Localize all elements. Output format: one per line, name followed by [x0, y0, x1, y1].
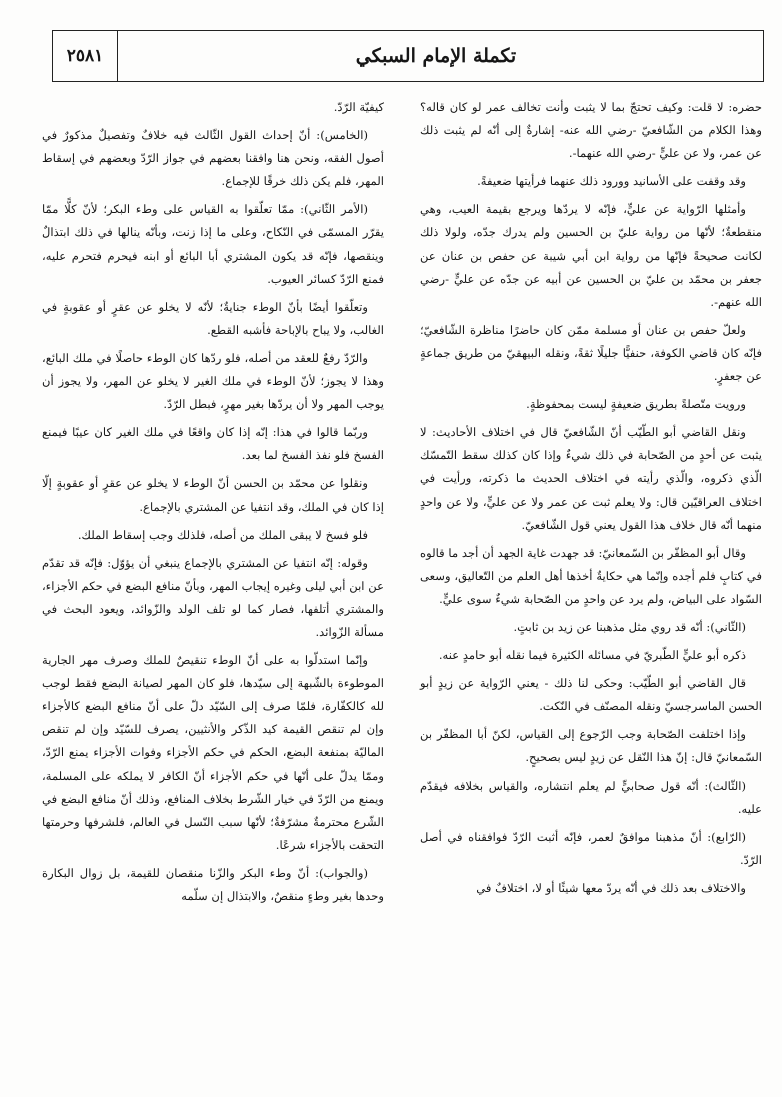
paragraph: ذكره أبو عليٍّ الطّبريّ في مسائله الكثيرة فيما نقله أبو حامدٍ عنه. — [438, 648, 746, 663]
paragraph: فلو فسخ لا يبقى الملك من أصله، فلذلك وجب إسقاط الملك. — [77, 527, 368, 542]
paragraph: (الثّاني): أنّه قد روي مثل مذهبنا عن زيد بن ثابتٍ. — [513, 619, 746, 634]
paragraph: وقال أبو المظفّر بن السّمعانيّ: قد جهدت غاية الجهد أن أجد ما قالوه في كتابٍ فلم أجده وإنّما هي حكايةٌ أخذها أهل العلم من التّعاليق، وسعى السّواد على البياض، ولم يرد عن واحدٍ من الصّحابة شيءٌ سوى عليٍّ. — [420, 545, 762, 606]
running-header — [52, 30, 764, 82]
paragraph: والاختلاف بعد ذلك في أنّه يردّ معها شيئًا أو لا، اختلافٌ في — [476, 880, 746, 895]
paragraph: (الخامس): أنّ إحداث القول الثّالث فيه خلافٌ وتفصيلٌ مذكورٌ في أصول الفقه، ونحن هنا وافقنا بعضهم في جواز الرّدّ وبعضهم في إسقاط المهر، فلم يكن ذلك خرقًا للإجماع. — [42, 128, 384, 189]
paragraph: (والجواب): أنّ وطء البكر والزّنا منقصان للقيمة، بل زوال البكارة وحدها بغير وطءٍ منقصٌ، والابتذال إن سلّمه — [42, 865, 384, 903]
paragraph: (الأمر الثّاني): ممّا تعلّقوا به القياس على وطء البكر؛ لأنّ كلًّا ممّا يقرّر المسمّى في النّكاح، وعلى ما إذا زنت، وبأنّه ينالها في ذلك ابتذالٌ وينقصها، فإنّه قد يكون المشتري أبا البائع أو ابنه فيحرم فتحرم عليه، فمنع الرّدّ كسائر العيوب. — [42, 202, 384, 286]
paragraph: (الثّالث): أنّه قول صحابيٍّ لم يعلم انتشاره، والقياس بخلافه فيقدّم عليه. — [420, 778, 762, 816]
paragraph: وتعلّقوا أيضًا بأنّ الوطء جنايةٌ؛ لأنّه لا يخلو عن عقرٍ أو عقوبةٍ في الغالب، ولا يباح بالإباحة فأشبه القطع. — [42, 299, 384, 337]
paragraph: ونقلوا عن محمّد بن الحسن أنّ الوطء لا يخلو عن عقرٍ أو عقوبةٍ إلّا إذا كان في الملك، وقد انتفيا عن المشتري بالإجماع. — [42, 476, 384, 514]
paragraph: وقد وقفت على الأسانيد وورود ذلك عنهما فرأيتها ضعيفةً. — [477, 174, 746, 189]
paragraph: وأمثلها الرّواية عن عليٍّ، فإنّه لا يردّها ويرجع بقيمة العيب، وهي منقطعةٌ؛ لأنّها من رواية عليّ بن الحسين ولم يدرك جدّه، ولولا ذلك لكانت صحيحةً فإنّها من رواية ابن أبي شيبة عن حفص بن عنان عن جعفر بن محمّد بن عليّ بن الحسين عن أبيه عن جدّه عن عليٍّ -رضي الله عنهم-. — [420, 202, 762, 309]
paragraph: وإذا اختلفت الصّحابة وجب الرّجوع إلى القياس، لكنّ أبا المظفّر بن السّمعانيّ قال: إنّ هذا النّقل عن زيدٍ ليس بصحيحٍ. — [420, 727, 762, 765]
paragraph: وقوله: إنّه انتفيا عن المشتري بالإجماع ينبغي أن يؤوّل: فإنّه قد تقدّم عن ابن أبي ليلى وغيره إيجاب المهر، وبأنّ منافع البضع في حكم الأجزاء، والمشتري أتلفها، فصار كما لو تلف الولد والزّوائد، ويعود البحث في مسألة الزّوائد. — [42, 555, 384, 639]
paragraph: حضره: لا قلت: وكيف تحتجّ بما لا يثبت وأنت تخالف عمر لو كان قاله؟ وهذا الكلام من الشّافعيّ -رضي الله عنه- إشارةٌ إلى أنّه لم يثبت ذلك عن عمر، ولا عن عليٍّ -رضي الله عنهما-. — [420, 100, 762, 161]
paragraph: (الرّابع): أنّ مذهبنا موافقٌ لعمر، فإنّه أثبت الرّدّ فوافقناه في أصل الرّدّ. — [420, 829, 762, 867]
paragraph: قال القاضي أبو الطّيّب: وحكى لنا ذلك - يعني الرّواية عن زيدٍ أبو الحسن الماسرجسيّ ونقله المصنّف في النّكت. — [420, 676, 762, 714]
paragraph: ونقل القاضي أبو الطّيّب أنّ الشّافعيّ قال في اختلاف الأحاديث: لا يثبت عن أحدٍ من الصّحابة في ذلك شيءٌ وإذا كان كذلك سقط التّمسّك الّذي ذكروه، والّذي رأيته في اختلاف الحديث ما ذكرته، ورأيت في اختلاف العراقيّين قال: ولا يعلم ثبت عن عمر ولا عن عليٍّ، ولا عن واحدٍ منهما أنّه قال خلاف هذا القول يعني قول الشّافعيّ. — [420, 425, 762, 532]
page-number: ٢٥٨١ — [66, 46, 104, 66]
book-title: تكملة الإمام السبكي — [355, 45, 517, 67]
paragraph: وإنّما استدلّوا به على أنّ الوطء تنقيصٌ للملك وصرف مهر الجارية الموطوءة بالشّبهة إلى سيّدها، فلو كان المهر لصيانة البضع فقط لوجب لله كالكفّارة، فلمّا صرف إلى السّيّد دلّ على أنّ منافع البضع كالأجزاء وإن لم تنقص القيمة كيد الذّكر والأنثيين، يصرف للسّيّد وإن لم تنقص الماليّة بمنفعة البضع، الحكم في حكم الأجزاء وفوات الأجزاء يمنع الرّدّ، وممّا يدلّ على أنّها في حكم الأجزاء أنّ الكافر لا يملكه على المسلمة، ويمنع من الرّدّ في خيار الشّرط بخلاف المنافع، وذلك أنّ منافع البضع في الشّرع محترمةٌ مشرّفةٌ؛ لأنّها سبب النّسل في العالم، فلشرفها وحرمتها التحقت بالأجزاء شرعًا. — [42, 653, 384, 852]
left-text-column — [42, 96, 384, 913]
paragraph: ورويت متّصلةً بطريق ضعيفةٍ ليست بمحفوظةٍ. — [526, 397, 746, 412]
right-text-column — [420, 96, 762, 905]
paragraph: كيفيّة الرّدّ. — [333, 100, 384, 114]
paragraph: والرّدّ رفعٌ للعقد من أصله، فلو ردّها كان الوطء حاصلًا في ملك البائع، وهذا لا يجوز؛ لأنّ الوطء في ملك الغير لا يخلو عن المهر، ولا يجوز أن يوجب المهر ولا أن يردّها بغير مهرٍ، فبطل الرّدّ. — [42, 350, 384, 412]
paragraph: ولعلّ حفص بن عنان أو مسلمة ممّن كان حاضرًا مناظرة الشّافعيّ؛ فإنّه كان قاضي الكوفة، حنفيًّا جليلًا ثقةً، ونقله البيهقيّ من طريق جماعةٍ عن جعفرٍ. — [420, 322, 762, 384]
header-divider — [117, 31, 118, 81]
paragraph: وربّما قالوا في هذا: إنّه إذا كان واقعًا في ملك الغير كان عيبًا فيمنع الفسخ فلو نفذ الفسخ لما بعد. — [42, 425, 384, 463]
